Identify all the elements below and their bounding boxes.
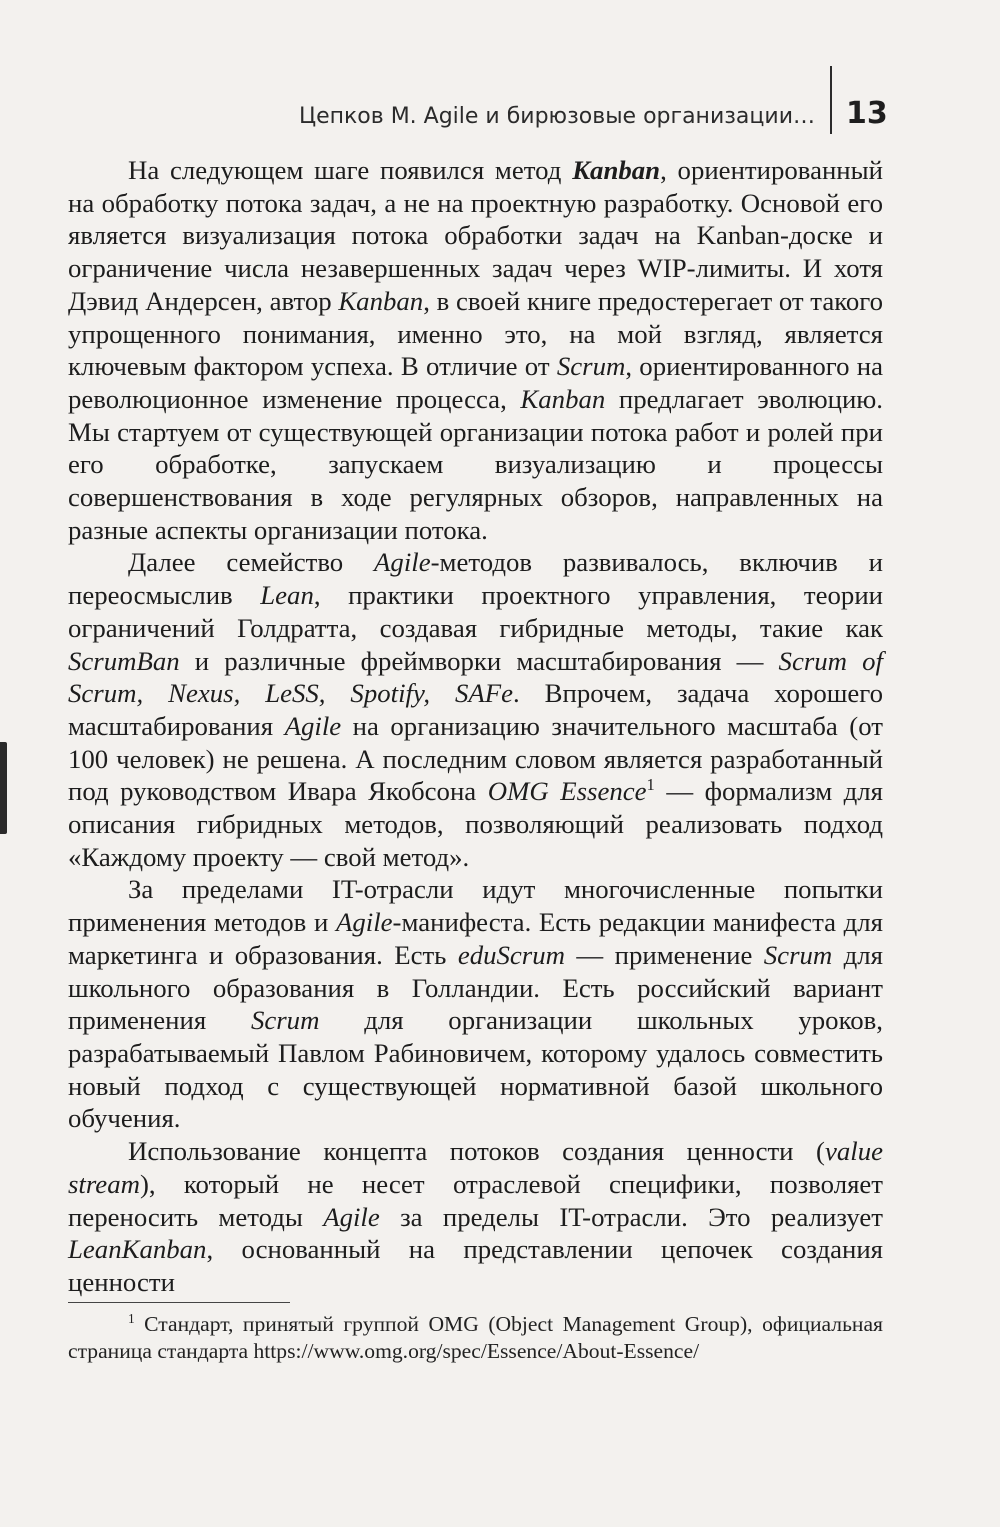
text-run: LeanKanban	[68, 1234, 207, 1265]
page-header	[0, 66, 1000, 136]
text-run: Kanban	[338, 285, 424, 316]
text-run: . Впрочем, задача хорошего масштабирования	[68, 678, 883, 741]
text-run: За пределами IT-отрасли идут многочисленные попытки применения методов и	[68, 874, 883, 938]
text-run: Lean	[260, 580, 314, 611]
text-run: ScrumBan	[68, 645, 180, 676]
text-run: — применение	[565, 939, 764, 970]
text-run: и различные фреймворки масштабирования —	[179, 645, 779, 676]
text-run: , практики проектного управления, теории ограничений Голдратта, создавая гибридные методы, такие как	[68, 580, 883, 643]
header-divider	[830, 66, 832, 134]
body-text	[68, 154, 883, 1299]
text-run: Agile	[284, 710, 342, 741]
text-run: предлагает эволюцию. Мы стартуем от существующей организации потока работ и ролей при его обработке, запускаем визуализацию и процессы совершенствования в ходе регулярных обзоров, направленных на разные аспекты организации потока.	[68, 383, 883, 545]
running-head: Цепков М. Agile и бирюзовые организации…	[298, 104, 815, 129]
paragraph	[68, 1135, 883, 1299]
text-run: Kanban	[572, 155, 661, 185]
page-edge-shadow	[0, 742, 7, 834]
page-number: 13	[846, 96, 888, 131]
text-run: Agile	[374, 547, 431, 578]
text-run: Scrum of Scrum, Nexus, LeSS, Spotify, SAFe	[68, 645, 883, 709]
text-run: -манифеста. Есть редакции манифеста для маркетинга и образования. Есть	[68, 907, 883, 970]
paragraph	[68, 154, 883, 546]
text-run: value stream	[68, 1136, 883, 1199]
text-run: , в своей книге предостерегает от такого упрощенного понимания, именно это, на мой взгляд, является ключевым фактором успеха. В отличие от	[68, 285, 884, 382]
text-run: на организацию значительного масштаба (от 100 человек) не решена. А последним словом является разработанный под руководством Ивара Якобсона	[68, 710, 883, 807]
text-run: , ориентированный на обработку потока задач, а не на проектную разработку. Основой его является визуализация потока обработки задач на Kanban-доске и ограничение числа незавершенных задач через WIP-лимиты. И хотя Дэвид Андерсен, автор	[68, 155, 883, 316]
text-run: Использование концепта потоков создания ценности (	[128, 1136, 825, 1167]
footnote-marker: 1	[128, 1310, 135, 1326]
text-run: Scrum	[556, 351, 626, 382]
text-run: Далее семейство	[128, 547, 375, 578]
footnote	[68, 1311, 883, 1365]
paragraph	[68, 546, 883, 873]
text-run: за пределы IT-отрасли. Это реализует	[379, 1201, 883, 1232]
text-run: На следующем шаге появился метод	[128, 155, 573, 185]
text-run: OMG Essence	[487, 776, 647, 807]
text-run: Scrum	[250, 1005, 320, 1036]
text-run: eduScrum	[457, 939, 565, 970]
text-run: , основанный на представлении цепочек создания ценности	[68, 1234, 883, 1297]
footnote-text: Стандарт, принятый группой OMG (Object Management Group), официальная страница стандарта https://www.omg.org/spec/Essence/About-Essence/	[68, 1312, 883, 1363]
text-run: для организации школьных уроков, разрабатываемый Павлом Рабиновичем, которому удалось совместить новый подход с существующей нормативной базой школьного обучения.	[68, 1005, 883, 1134]
text-run: для школьного образования в Голландии. Есть российский вариант применения	[68, 939, 884, 1036]
footnote-divider	[68, 1302, 290, 1303]
paragraph	[68, 873, 883, 1135]
text-run: -методов развивалось, включив и переосмыслив	[68, 547, 883, 611]
text-run: ), который не несет отраслевой специфики, позволяет переносить методы	[68, 1168, 883, 1232]
text-run: Agile	[335, 907, 393, 938]
footnote-reference: 1	[646, 775, 655, 795]
text-run: Scrum	[763, 939, 833, 970]
text-run: Agile	[323, 1201, 380, 1232]
text-run: Kanban	[520, 383, 606, 414]
text-run: , ориентированного на революционное изменение процесса,	[68, 351, 884, 414]
text-run: — формализм для описания гибридных методов, позволяющий реализовать подход «Каждому проекту — свой метод».	[68, 776, 884, 872]
